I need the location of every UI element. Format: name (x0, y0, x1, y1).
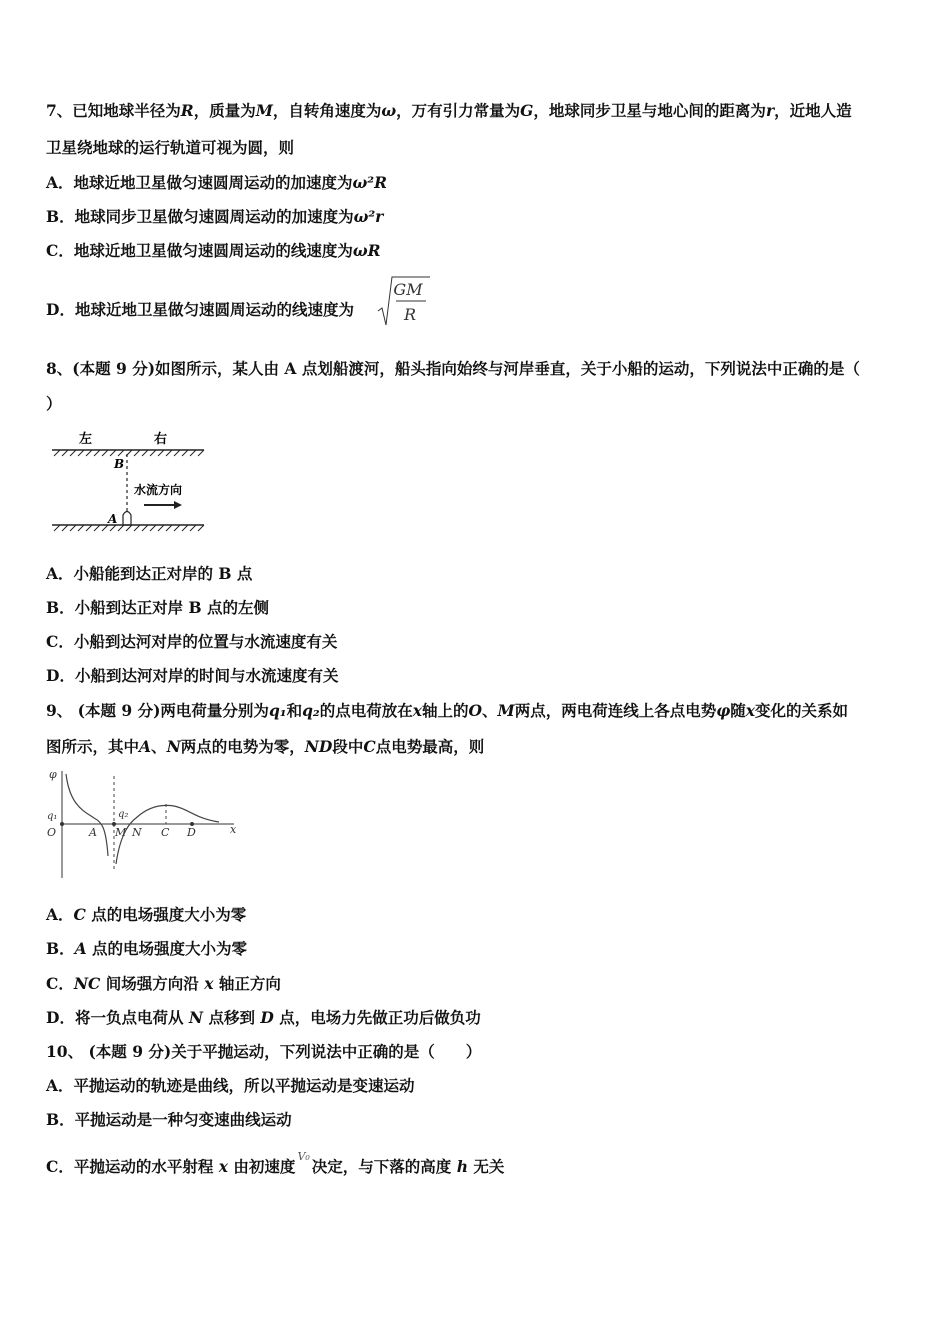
q7-stem-line1: 7、已知地球半径为R，质量为M，自转角速度为ω，万有引力常量为G，地球同步卫星与地心间的距离为r，近地人造 (46, 101, 852, 120)
q7-option-a: A．地球近地卫星做匀速圆周运动的加速度为ω²R (46, 173, 387, 192)
q8-option-a: A．小船能到达正对岸的 B 点 (46, 564, 253, 583)
phi-axis-label: φ (49, 768, 57, 781)
v0-symbol: V₀ (297, 1150, 310, 1163)
q9-option-c: C．NC 间场强方向沿 x 轴正方向 (46, 974, 281, 993)
sqrt-denominator: R (403, 305, 417, 324)
q7-stem-line2: 卫星绕地球的运行轨道可视为圆，则 (46, 138, 295, 157)
q8-option-b: B．小船到达正对岸 B 点的左侧 (46, 598, 270, 617)
q9-stem-line2: 图所示，其中A、N两点的电势为零，ND段中C点电势最高，则 (46, 737, 485, 756)
q8-option-c: C．小船到达河对岸的位置与水流速度有关 (46, 632, 338, 651)
boat-icon (123, 512, 131, 526)
point-a-label: A (89, 826, 97, 839)
origin-label: O (47, 826, 57, 839)
q9-option-a: A．C 点的电场强度大小为零 (46, 905, 247, 924)
sqrt-numerator: GM (393, 280, 423, 299)
point-c-label: C (161, 826, 170, 839)
q2-label: q₂ (118, 809, 129, 820)
left-bank-label: 左 (79, 432, 93, 447)
q10-option-b: B．平抛运动是一种匀变速曲线运动 (46, 1110, 292, 1129)
flow-direction-label: 水流方向 (134, 483, 183, 497)
x-axis-label: x (230, 823, 237, 836)
q1-label: q₁ (47, 811, 58, 822)
q8-stem-line1: 8、(本题 9 分)如图所示，某人由 A 点划船渡河，船头指向始终与河岸垂直，关于小船的运动，下列说法中正确的是（ (46, 359, 860, 378)
point-m-label: M (115, 826, 127, 839)
potential-curve-left (66, 774, 108, 856)
river-figure (46, 428, 211, 538)
q7-option-d: D．地球近地卫星做匀速圆周运动的线速度为 (46, 300, 354, 319)
right-bank-label: 右 (154, 432, 168, 447)
q8-option-d: D．小船到达河对岸的时间与水流速度有关 (46, 666, 339, 685)
q7-option-c: C．地球近地卫星做匀速圆周运动的线速度为ωR (46, 241, 381, 260)
point-a-label: A (108, 512, 118, 526)
point-n-label: N (132, 826, 142, 839)
flow-arrow-icon (174, 501, 182, 509)
q10-option-a: A．平抛运动的轨迹是曲线，所以平抛运动是变速运动 (46, 1076, 415, 1095)
q9-option-d: D．将一负点电荷从 N 点移到 D 点，电场力先做正功后做负功 (46, 1008, 481, 1027)
q10-option-c: C．平抛运动的水平射程 x 由初速度$^{V_0}$决定，与下落的高度 h 无关 (46, 1150, 505, 1176)
q10-stem: 10、 (本题 9 分)关于平抛运动，下列说法中正确的是（ ） (46, 1042, 482, 1061)
point-d-label: D (187, 826, 196, 839)
q8-stem-line2: ） (46, 394, 62, 413)
q9-option-b: B．A 点的电场强度大小为零 (46, 939, 248, 958)
sqrt-gm-over-r (376, 275, 432, 327)
q7-option-b: B．地球同步卫星做匀速圆周运动的加速度为ω²r (46, 207, 384, 226)
point-b-label: B (114, 457, 125, 471)
q9-stem-line1: 9、 (本题 9 分)两电荷量分别为q₁和q₂的点电荷放在x轴上的O、M两点，两电荷连线上各点电势φ随x变化的关系如 (46, 701, 849, 720)
potential-graph (44, 766, 239, 881)
